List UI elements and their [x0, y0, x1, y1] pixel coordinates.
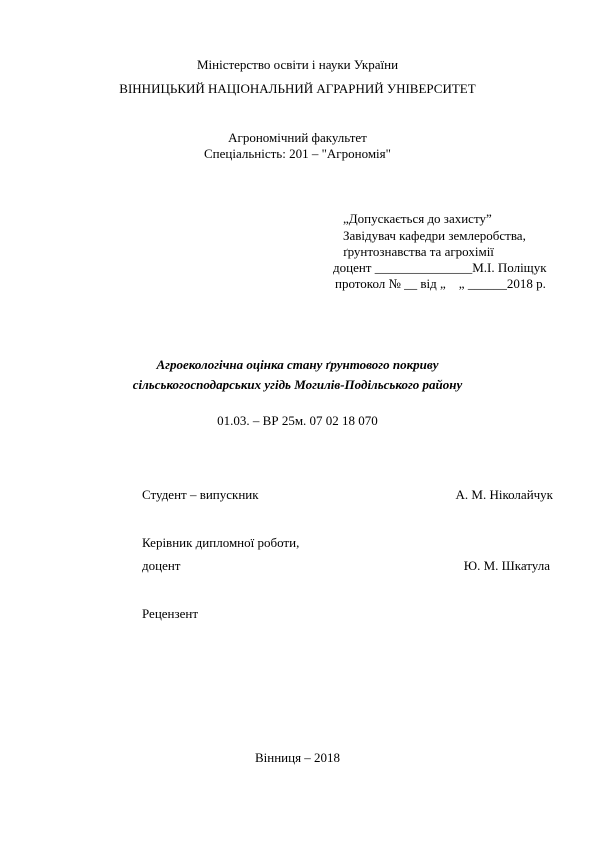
department-head-line1: Завідувач кафедри землеробства, — [343, 228, 526, 243]
protocol-line: протокол № __ від „ „ ______2018 р. — [335, 276, 546, 291]
thesis-title-line1: Агроекологічна оцінка стану ґрунтового покриву — [156, 357, 439, 372]
thesis-code: 01.03. – ВР 25м. 07 02 18 070 — [217, 413, 378, 428]
university-name: ВІННИЦЬКИЙ НАЦІОНАЛЬНИЙ АГРАРНИЙ УНІВЕРСИТЕТ — [119, 81, 476, 96]
department-head-line2: ґрунтознавства та агрохімії — [343, 244, 494, 259]
student-label: Студент – випускник — [142, 487, 259, 502]
supervisor-name: Ю. М. Шкатула — [463, 558, 550, 573]
city-year: Вінниця – 2018 — [254, 750, 341, 765]
thesis-title-line2: сільськогосподарських угідь Могилів-Подільського району — [132, 377, 463, 392]
specialty-line: Спеціальність: 201 – "Агрономія" — [204, 146, 391, 161]
supervisor-role: доцент — [142, 558, 181, 573]
reviewer-label: Рецензент — [142, 606, 199, 621]
student-name: А. М. Ніколайчук — [455, 487, 553, 502]
supervisor-label: Керівник дипломної роботи, — [142, 535, 300, 550]
admit-to-defense: „Допускається до захисту” — [343, 211, 492, 226]
faculty-name: Агрономічний факультет — [228, 130, 367, 145]
docent-signature-line: доцент _______________М.І. Поліщук — [333, 260, 547, 275]
ministry-name: Міністерство освіти і науки України — [196, 57, 399, 72]
